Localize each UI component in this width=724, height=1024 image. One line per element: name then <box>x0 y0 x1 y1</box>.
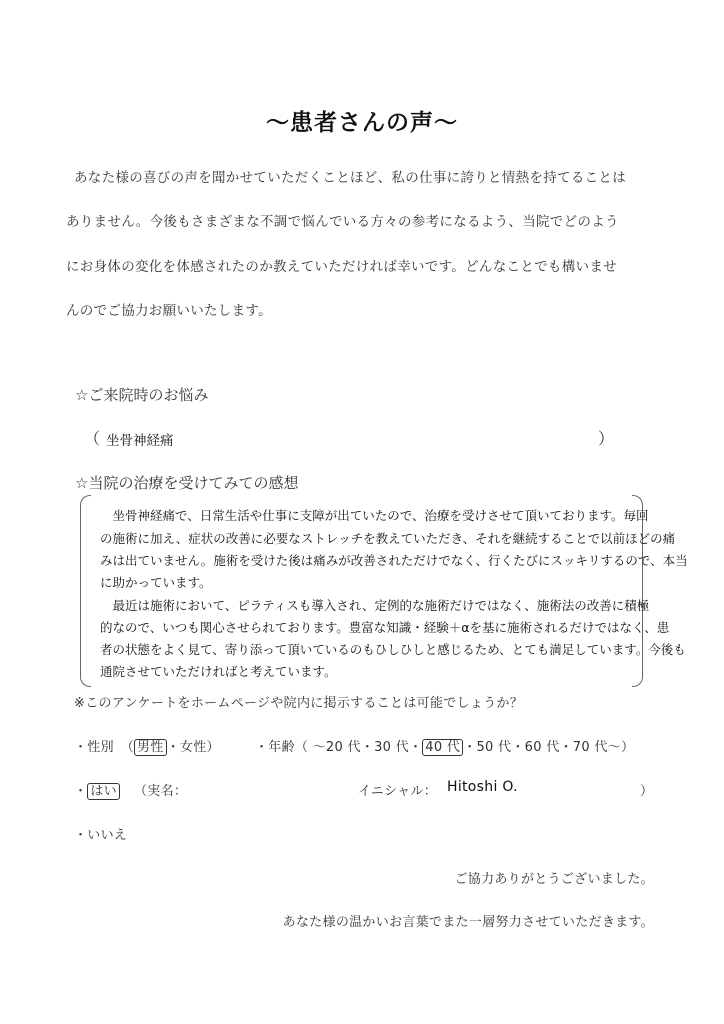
concern-answer: 坐骨神経痛 <box>106 433 174 449</box>
intro-line: にお身体の変化を体感されたのか教えていただければ幸いです。どんなことでも構いませ <box>66 259 617 275</box>
gender-field <box>74 736 220 755</box>
initial-label: イニシャル： <box>358 784 438 799</box>
impression-line: 的なので、いつも関心させられております。豊富な知識・経験＋αを基に施術されるだけではなく、患 <box>100 620 670 635</box>
section-heading-impression: ☆当院の治療を受けてみての感想 <box>75 474 299 492</box>
gender-female-option[interactable]: 女性 <box>179 740 207 755</box>
intro-line: んのでご協力お願いいたします。 <box>66 303 272 319</box>
consent-close-paren: ） <box>640 784 654 799</box>
age-prefix: ・年齢（ ～20 代・30 代・ <box>255 740 423 755</box>
consent-yes-row <box>74 780 120 799</box>
gender-male-option[interactable]: 男性 <box>134 739 167 756</box>
impression-line: 最近は施術において、ピラティスも導入され、定例的な施術だけではなく、施術法の改善に積極 <box>100 598 650 613</box>
impression-line: 坐骨神経痛で、日常生活や仕事に支障が出ていたので、治療を受けさせて頂いております。毎回 <box>100 508 649 523</box>
gender-separator: ・ <box>166 740 180 755</box>
age-selected-option[interactable]: 40 代 <box>422 739 463 756</box>
open-paren: （ <box>84 429 101 448</box>
intro-line: ありません。今後もさまざまな不調で悩んでいる方々の参考になるよう、当院でどのよう <box>66 214 619 230</box>
left-bracket <box>80 495 91 687</box>
gender-prefix: ・性別 （ <box>74 740 135 755</box>
intro-line: あなた様の喜びの声を聞かせていただくことほど、私の仕事に誇りと情熱を持てることは <box>74 170 626 186</box>
close-paren: ） <box>598 429 615 448</box>
section-heading-concern: ☆ご来院時のお悩み <box>75 386 209 404</box>
page-title: ～患者さんの声～ <box>266 110 458 136</box>
consent-bullet: ・ <box>74 784 88 799</box>
closing-thanks: ご協力ありがとうございました。 <box>454 872 654 887</box>
impression-line: の施術に加え、症状の改善に必要なストレッチを教えていただき、それを継続することで以前ほどの痛 <box>100 531 676 546</box>
age-field <box>255 736 634 755</box>
impression-line: に助かっています。 <box>100 575 212 590</box>
impression-line: みは出ていません。施術を受けた後は痛みが改善されただけでなく、行くたびにスッキリするので、本当 <box>100 553 688 568</box>
real-name-label: （実名： <box>134 784 188 799</box>
consent-yes-option[interactable]: はい <box>87 783 120 800</box>
initial-value: Hitoshi O. <box>447 779 518 795</box>
right-bracket <box>632 495 643 687</box>
consent-question: ※このアンケートをホームページや院内に掲示することは可能でしょうか？ <box>74 696 524 711</box>
consent-no-option[interactable]: ・いいえ <box>74 828 128 843</box>
gender-suffix: ） <box>206 740 220 755</box>
impression-line: 通院させていただければと考えています。 <box>100 664 337 679</box>
age-suffix: ・50 代・60 代・70 代～） <box>463 740 635 755</box>
impression-line: 者の状態をよく見て、寄り添って頂いているのもひしひしと感じるため、とても満足しています。今後も <box>100 642 686 657</box>
closing-message: あなた様の温かいお言葉でまた一層努力させていただきます。 <box>282 915 654 930</box>
